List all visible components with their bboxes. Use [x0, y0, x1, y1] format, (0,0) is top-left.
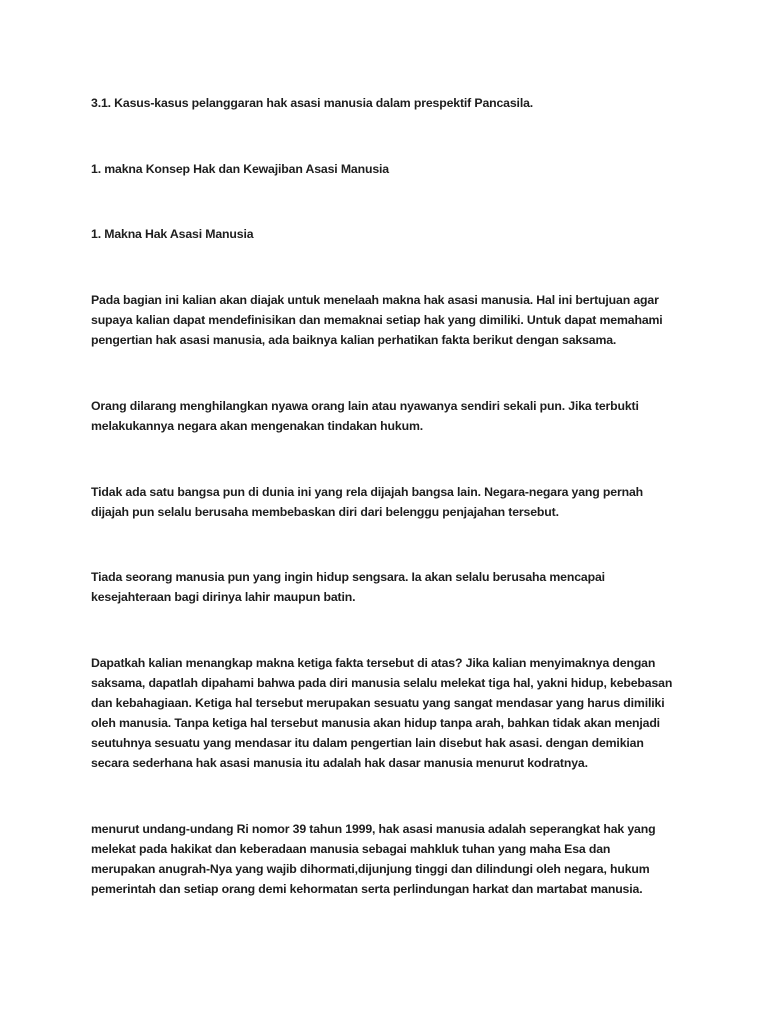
paragraph-line: saksama, dapatlah dipahami bahwa pada diri manusia selalu melekat tiga hal, yakni hidup, kebebasan: [91, 676, 673, 690]
paragraph-line: dan kebahagiaan. Ketiga hal tersebut merupakan sesuatu yang sangat mendasar yang harus dimiliki: [91, 696, 665, 710]
paragraph-line: Dapatkah kalian menangkap makna ketiga fakta tersebut di atas? Jika kalian menyimaknya dengan: [91, 656, 656, 670]
paragraph-line: kesejahteraan bagi dirinya lahir maupun batin.: [91, 590, 356, 604]
paragraph-line: Orang dilarang menghilangkan nyawa orang lain atau nyawanya sendiri sekali pun. Jika terbukti: [91, 399, 639, 413]
paragraph-line: dijajah pun selalu berusaha membebaskan diri dari belenggu penjajahan tersebut.: [91, 505, 559, 519]
paragraph-line: menurut undang-undang Ri nomor 39 tahun 1999, hak asasi manusia adalah seperangkat hak yang: [91, 822, 656, 836]
subheading-concept: 1. makna Konsep Hak dan Kewajiban Asasi Manusia: [91, 162, 389, 176]
section-heading: 3.1. Kasus-kasus pelanggaran hak asasi manusia dalam prespektif Pancasila.: [91, 96, 534, 110]
paragraph-line: pengertian hak asasi manusia, ada baiknya kalian perhatikan fakta berikut dengan saksama.: [91, 333, 617, 347]
paragraph-line: Tiada seorang manusia pun yang ingin hidup sengsara. Ia akan selalu berusaha mencapai: [91, 570, 605, 584]
paragraph-line: secara sederhana hak asasi manusia itu adalah hak dasar manusia menurut kodratnya.: [91, 756, 588, 770]
subheading-meaning: 1. Makna Hak Asasi Manusia: [91, 227, 254, 241]
paragraph-line: seutuhnya sesuatu yang mendasar itu dalam pengertian lain disebut hak asasi. dengan demikian: [91, 736, 644, 750]
paragraph-line: Tidak ada satu bangsa pun di dunia ini yang rela dijajah bangsa lain. Negara-negara yang pernah: [91, 485, 644, 499]
paragraph-line: pemerintah dan setiap orang demi kehormatan serta perlindungan harkat dan martabat manusia.: [91, 882, 643, 896]
paragraph-line: melakukannya negara akan mengenakan tindakan hukum.: [91, 419, 424, 433]
paragraph-line: melekat pada hakikat dan keberadaan manusia sebagai mahkluk tuhan yang maha Esa dan: [91, 842, 611, 856]
paragraph-line: merupakan anugrah-Nya yang wajib dihormati,dijunjung tinggi dan dilindungi oleh negara, hukum: [91, 862, 650, 876]
paragraph-line: supaya kalian dapat mendefinisikan dan memaknai setiap hak yang dimiliki. Untuk dapat memahami: [91, 313, 663, 327]
paragraph-line: oleh manusia. Tanpa ketiga hal tersebut manusia akan hidup tanpa arah, bahkan tidak akan menjadi: [91, 716, 660, 730]
paragraph-line: Pada bagian ini kalian akan diajak untuk menelaah makna hak asasi manusia. Hal ini bertujuan agar: [91, 293, 659, 307]
